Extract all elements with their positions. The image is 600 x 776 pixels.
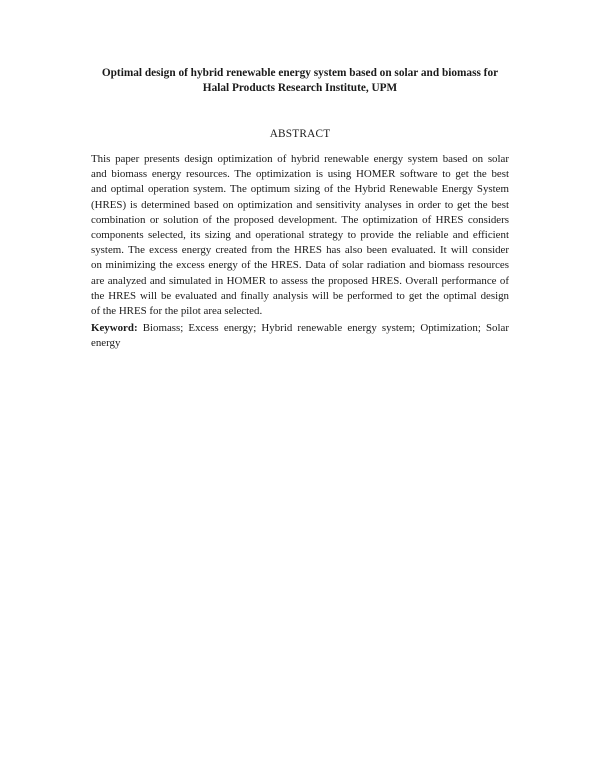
abstract-line: of the HRES for the pilot area selected. bbox=[91, 305, 263, 318]
abstract-line: and optimal operation system. The optimum sizing of the Hybrid Renewable Energy System bbox=[91, 183, 509, 196]
abstract-line: on minimizing the excess energy of the HRES. Data of solar radiation and biomass resources bbox=[91, 259, 509, 272]
abstract-line: (HRES) is determined based on optimization and sensitivity analyses in order to get the best bbox=[91, 198, 509, 211]
keywords-line-continued: energy bbox=[91, 337, 121, 350]
keywords-label: Keyword: bbox=[91, 322, 138, 334]
abstract-body bbox=[91, 152, 509, 319]
paper-title-line: Halal Products Research Institute, UPM bbox=[202, 82, 398, 94]
keywords-list: Biomass; Excess energy; Hybrid renewable energy system; Optimization; Solar bbox=[142, 322, 509, 334]
paper-title-line: Optimal design of hybrid renewable energy system based on solar and biomass for bbox=[101, 67, 499, 79]
abstract-line: the HRES will be evaluated and finally analysis will be performed to get the optimal design bbox=[91, 289, 509, 302]
abstract-heading: ABSTRACT bbox=[269, 128, 331, 140]
abstract-line: components selected, its sizing and operational strategy to provide the reliable and efficient bbox=[91, 229, 509, 242]
keywords-line bbox=[91, 321, 509, 336]
abstract-line: system. The excess energy created from the HRES has also been evaluated. It will consider bbox=[91, 244, 509, 257]
keywords bbox=[91, 321, 509, 351]
abstract-line: This paper presents design optimization of hybrid renewable energy system based on solar bbox=[91, 153, 509, 165]
paper-title bbox=[60, 66, 540, 96]
abstract-line: combination or solution of the proposed development. The optimization of HRES considers bbox=[91, 213, 509, 226]
abstract-line: are analyzed and simulated in HOMER to assess the proposed HRES. Overall performance of bbox=[91, 274, 509, 287]
abstract-line: and biomass energy resources. The optimization is using HOMER software to get the best bbox=[91, 168, 509, 181]
